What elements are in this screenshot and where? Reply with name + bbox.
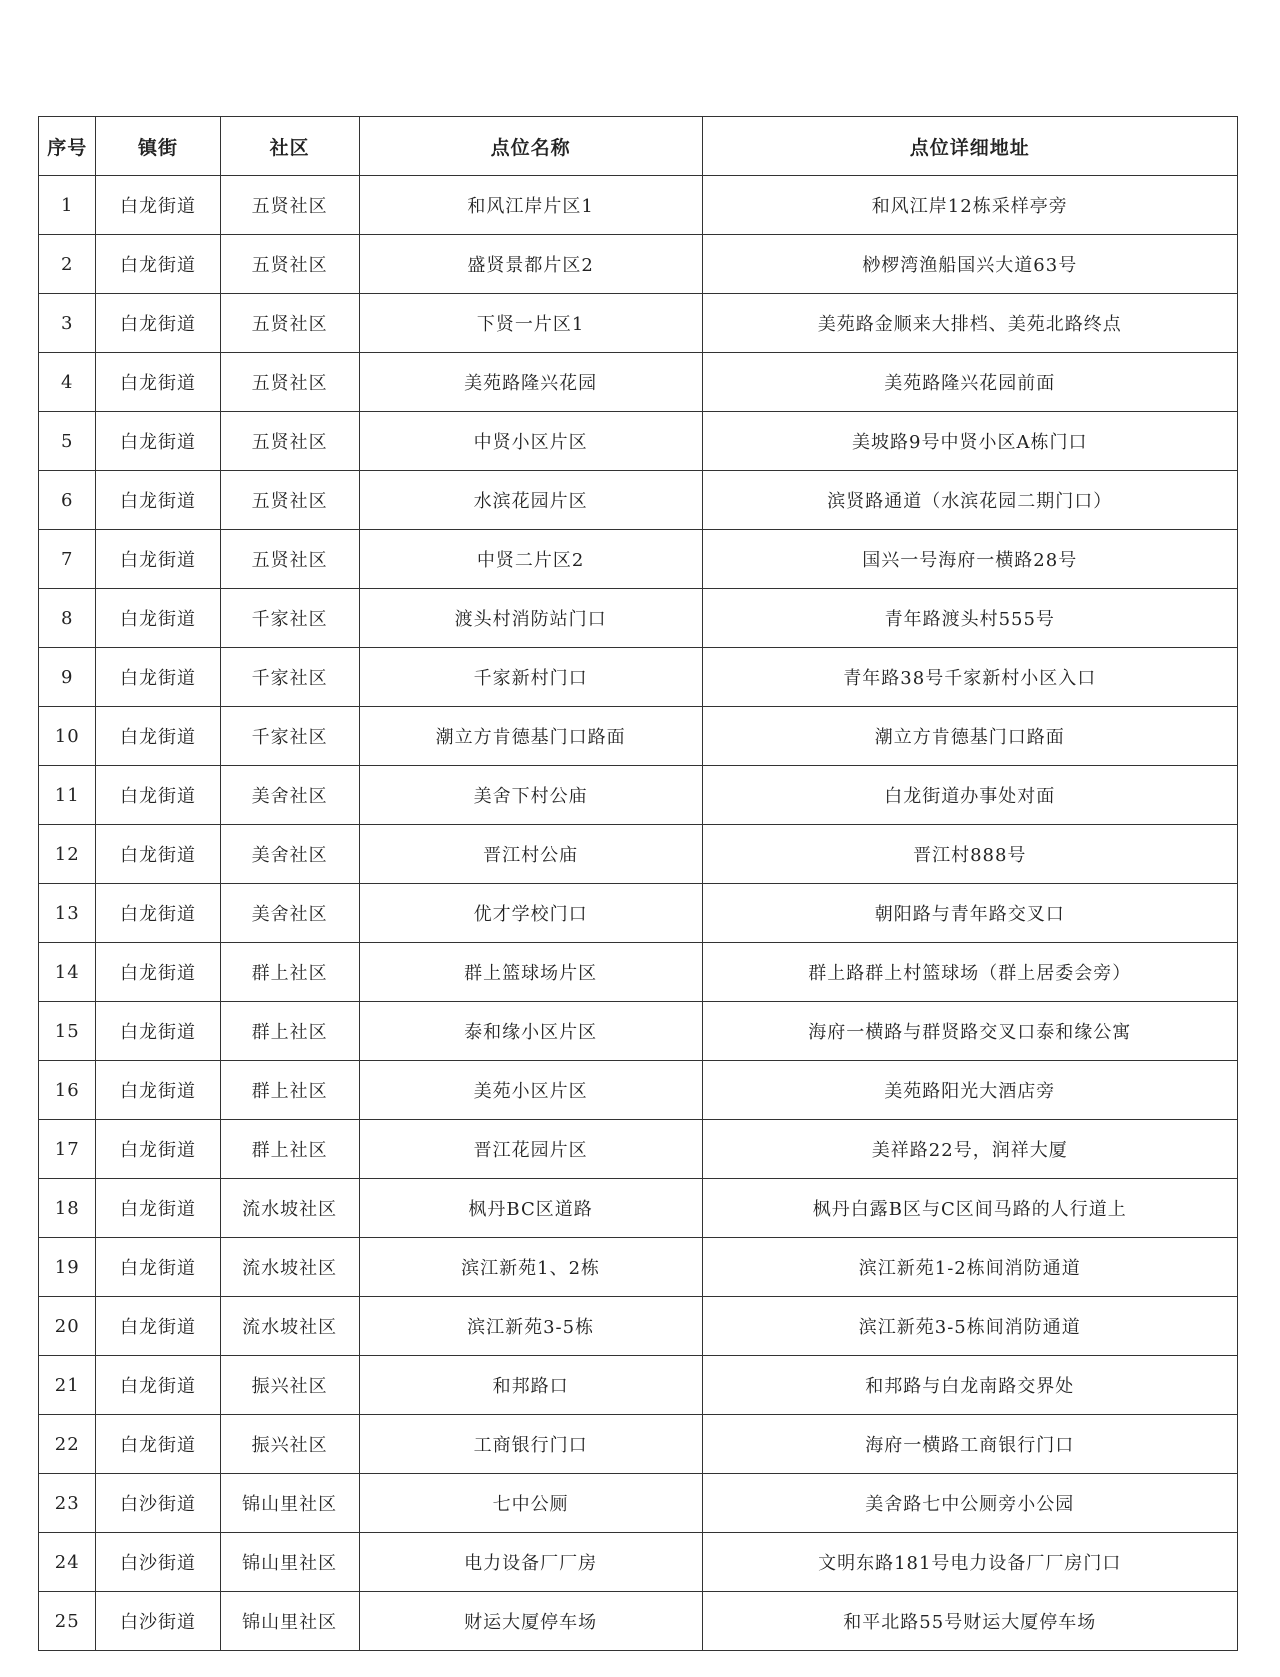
table-row [39,707,1238,766]
cell-index: 6 [39,471,96,530]
cell-index: 17 [39,1120,96,1179]
cell-index: 2 [39,235,96,294]
cell-site-name: 工商银行门口 [359,1415,702,1474]
cell-index: 23 [39,1474,96,1533]
cell-community: 五贤社区 [220,353,359,412]
cell-site-address: 美舍路七中公厕旁小公园 [702,1474,1237,1533]
cell-community: 千家社区 [220,589,359,648]
cell-town: 白龙街道 [96,353,220,412]
cell-site-address: 白龙街道办事处对面 [702,766,1237,825]
cell-community: 流水坡社区 [220,1297,359,1356]
cell-site-name: 美苑路隆兴花园 [359,353,702,412]
cell-site-name: 枫丹BC区道路 [359,1179,702,1238]
cell-site-address: 文明东路181号电力设备厂厂房门口 [702,1533,1237,1592]
cell-site-name: 盛贤景都片区2 [359,235,702,294]
cell-index: 10 [39,707,96,766]
cell-index: 14 [39,943,96,1002]
cell-town: 白龙街道 [96,825,220,884]
table-row [39,1238,1238,1297]
cell-index: 15 [39,1002,96,1061]
cell-site-address: 和平北路55号财运大厦停车场 [702,1592,1237,1651]
cell-town: 白龙街道 [96,766,220,825]
cell-community: 群上社区 [220,1120,359,1179]
cell-site-name: 下贤一片区1 [359,294,702,353]
cell-town: 白龙街道 [96,530,220,589]
cell-site-address: 滨贤路通道（水滨花园二期门口） [702,471,1237,530]
cell-index: 5 [39,412,96,471]
table-row [39,648,1238,707]
cell-town: 白龙街道 [96,884,220,943]
cell-site-name: 泰和缘小区片区 [359,1002,702,1061]
cell-index: 19 [39,1238,96,1297]
cell-index: 9 [39,648,96,707]
cell-town: 白龙街道 [96,1415,220,1474]
cell-community: 美舍社区 [220,766,359,825]
cell-town: 白龙街道 [96,943,220,1002]
cell-town: 白龙街道 [96,1238,220,1297]
cell-site-name: 滨江新苑1、2栋 [359,1238,702,1297]
table-row [39,176,1238,235]
cell-town: 白龙街道 [96,471,220,530]
cell-site-name: 电力设备厂厂房 [359,1533,702,1592]
table-row [39,1179,1238,1238]
cell-community: 美舍社区 [220,825,359,884]
cell-site-address: 潮立方肯德基门口路面 [702,707,1237,766]
cell-site-name: 渡头村消防站门口 [359,589,702,648]
cell-community: 振兴社区 [220,1415,359,1474]
cell-index: 7 [39,530,96,589]
cell-community: 振兴社区 [220,1356,359,1415]
cell-index: 21 [39,1356,96,1415]
table-header [39,117,1238,176]
cell-index: 24 [39,1533,96,1592]
cell-community: 锦山里社区 [220,1474,359,1533]
cell-site-address: 美坡路9号中贤小区A栋门口 [702,412,1237,471]
cell-community: 千家社区 [220,648,359,707]
cell-town: 白龙街道 [96,294,220,353]
cell-site-name: 中贤二片区2 [359,530,702,589]
cell-town: 白龙街道 [96,589,220,648]
cell-town: 白龙街道 [96,648,220,707]
cell-community: 流水坡社区 [220,1179,359,1238]
cell-site-address: 海府一横路工商银行门口 [702,1415,1237,1474]
cell-index: 18 [39,1179,96,1238]
cell-site-address: 晋江村888号 [702,825,1237,884]
cell-site-address: 朝阳路与青年路交叉口 [702,884,1237,943]
header-town: 镇街 [96,117,220,176]
cell-index: 13 [39,884,96,943]
table-row [39,1356,1238,1415]
table-row [39,1297,1238,1356]
cell-site-name: 和邦路口 [359,1356,702,1415]
table-row [39,884,1238,943]
table-row [39,471,1238,530]
cell-community: 五贤社区 [220,412,359,471]
table-row [39,1415,1238,1474]
cell-town: 白龙街道 [96,1061,220,1120]
table-row [39,294,1238,353]
cell-community: 锦山里社区 [220,1533,359,1592]
cell-site-name: 潮立方肯德基门口路面 [359,707,702,766]
cell-index: 12 [39,825,96,884]
cell-index: 11 [39,766,96,825]
cell-site-name: 水滨花园片区 [359,471,702,530]
table-row [39,1474,1238,1533]
cell-site-name: 中贤小区片区 [359,412,702,471]
table-row [39,353,1238,412]
table-body [39,176,1238,1651]
cell-site-name: 晋江村公庙 [359,825,702,884]
cell-town: 白龙街道 [96,1120,220,1179]
cell-town: 白龙街道 [96,412,220,471]
cell-index: 20 [39,1297,96,1356]
cell-index: 4 [39,353,96,412]
cell-town: 白沙街道 [96,1533,220,1592]
cell-community: 千家社区 [220,707,359,766]
cell-site-name: 美苑小区片区 [359,1061,702,1120]
header-row [39,117,1238,176]
cell-site-address: 滨江新苑3-5栋间消防通道 [702,1297,1237,1356]
cell-site-name: 滨江新苑3-5栋 [359,1297,702,1356]
cell-community: 锦山里社区 [220,1592,359,1651]
cell-site-name: 优才学校门口 [359,884,702,943]
cell-site-name: 财运大厦停车场 [359,1592,702,1651]
header-site-name: 点位名称 [359,117,702,176]
cell-community: 流水坡社区 [220,1238,359,1297]
table-row [39,1002,1238,1061]
cell-town: 白龙街道 [96,1179,220,1238]
table-row [39,825,1238,884]
table-row [39,1592,1238,1651]
table-row [39,943,1238,1002]
cell-town: 白沙街道 [96,1592,220,1651]
cell-town: 白沙街道 [96,1474,220,1533]
cell-town: 白龙街道 [96,1002,220,1061]
cell-site-address: 美苑路隆兴花园前面 [702,353,1237,412]
cell-site-name: 七中公厕 [359,1474,702,1533]
cell-site-address: 青年路渡头村555号 [702,589,1237,648]
header-site-address: 点位详细地址 [702,117,1237,176]
cell-site-name: 和风江岸片区1 [359,176,702,235]
cell-site-address: 美苑路阳光大酒店旁 [702,1061,1237,1120]
cell-site-name: 美舍下村公庙 [359,766,702,825]
cell-site-address: 和风江岸12栋采样亭旁 [702,176,1237,235]
table-row [39,1061,1238,1120]
cell-index: 8 [39,589,96,648]
cell-town: 白龙街道 [96,1297,220,1356]
cell-site-name: 千家新村门口 [359,648,702,707]
cell-index: 25 [39,1592,96,1651]
cell-community: 五贤社区 [220,471,359,530]
cell-community: 五贤社区 [220,294,359,353]
cell-site-address: 海府一横路与群贤路交叉口泰和缘公寓 [702,1002,1237,1061]
table-row [39,235,1238,294]
testing-sites-table [38,116,1238,1651]
cell-site-address: 枫丹白露B区与C区间马路的人行道上 [702,1179,1237,1238]
cell-site-address: 和邦路与白龙南路交界处 [702,1356,1237,1415]
cell-site-address: 滨江新苑1-2栋间消防通道 [702,1238,1237,1297]
cell-community: 五贤社区 [220,176,359,235]
table-row [39,1533,1238,1592]
cell-site-address: 桫椤湾渔船国兴大道63号 [702,235,1237,294]
cell-index: 16 [39,1061,96,1120]
cell-town: 白龙街道 [96,176,220,235]
table-row [39,1120,1238,1179]
cell-site-name: 晋江花园片区 [359,1120,702,1179]
cell-site-address: 群上路群上村篮球场（群上居委会旁） [702,943,1237,1002]
cell-site-address: 美苑路金顺来大排档、美苑北路终点 [702,294,1237,353]
cell-community: 五贤社区 [220,530,359,589]
cell-index: 1 [39,176,96,235]
cell-index: 22 [39,1415,96,1474]
table-row [39,412,1238,471]
header-community: 社区 [220,117,359,176]
cell-town: 白龙街道 [96,235,220,294]
cell-site-name: 群上篮球场片区 [359,943,702,1002]
cell-town: 白龙街道 [96,1356,220,1415]
cell-community: 群上社区 [220,1002,359,1061]
table-row [39,589,1238,648]
cell-site-address: 美祥路22号，润祥大厦 [702,1120,1237,1179]
table-row [39,766,1238,825]
cell-community: 群上社区 [220,1061,359,1120]
table-row [39,530,1238,589]
header-index: 序号 [39,117,96,176]
cell-community: 五贤社区 [220,235,359,294]
cell-index: 3 [39,294,96,353]
cell-community: 美舍社区 [220,884,359,943]
cell-community: 群上社区 [220,943,359,1002]
cell-site-address: 青年路38号千家新村小区入口 [702,648,1237,707]
cell-site-address: 国兴一号海府一横路28号 [702,530,1237,589]
cell-town: 白龙街道 [96,707,220,766]
